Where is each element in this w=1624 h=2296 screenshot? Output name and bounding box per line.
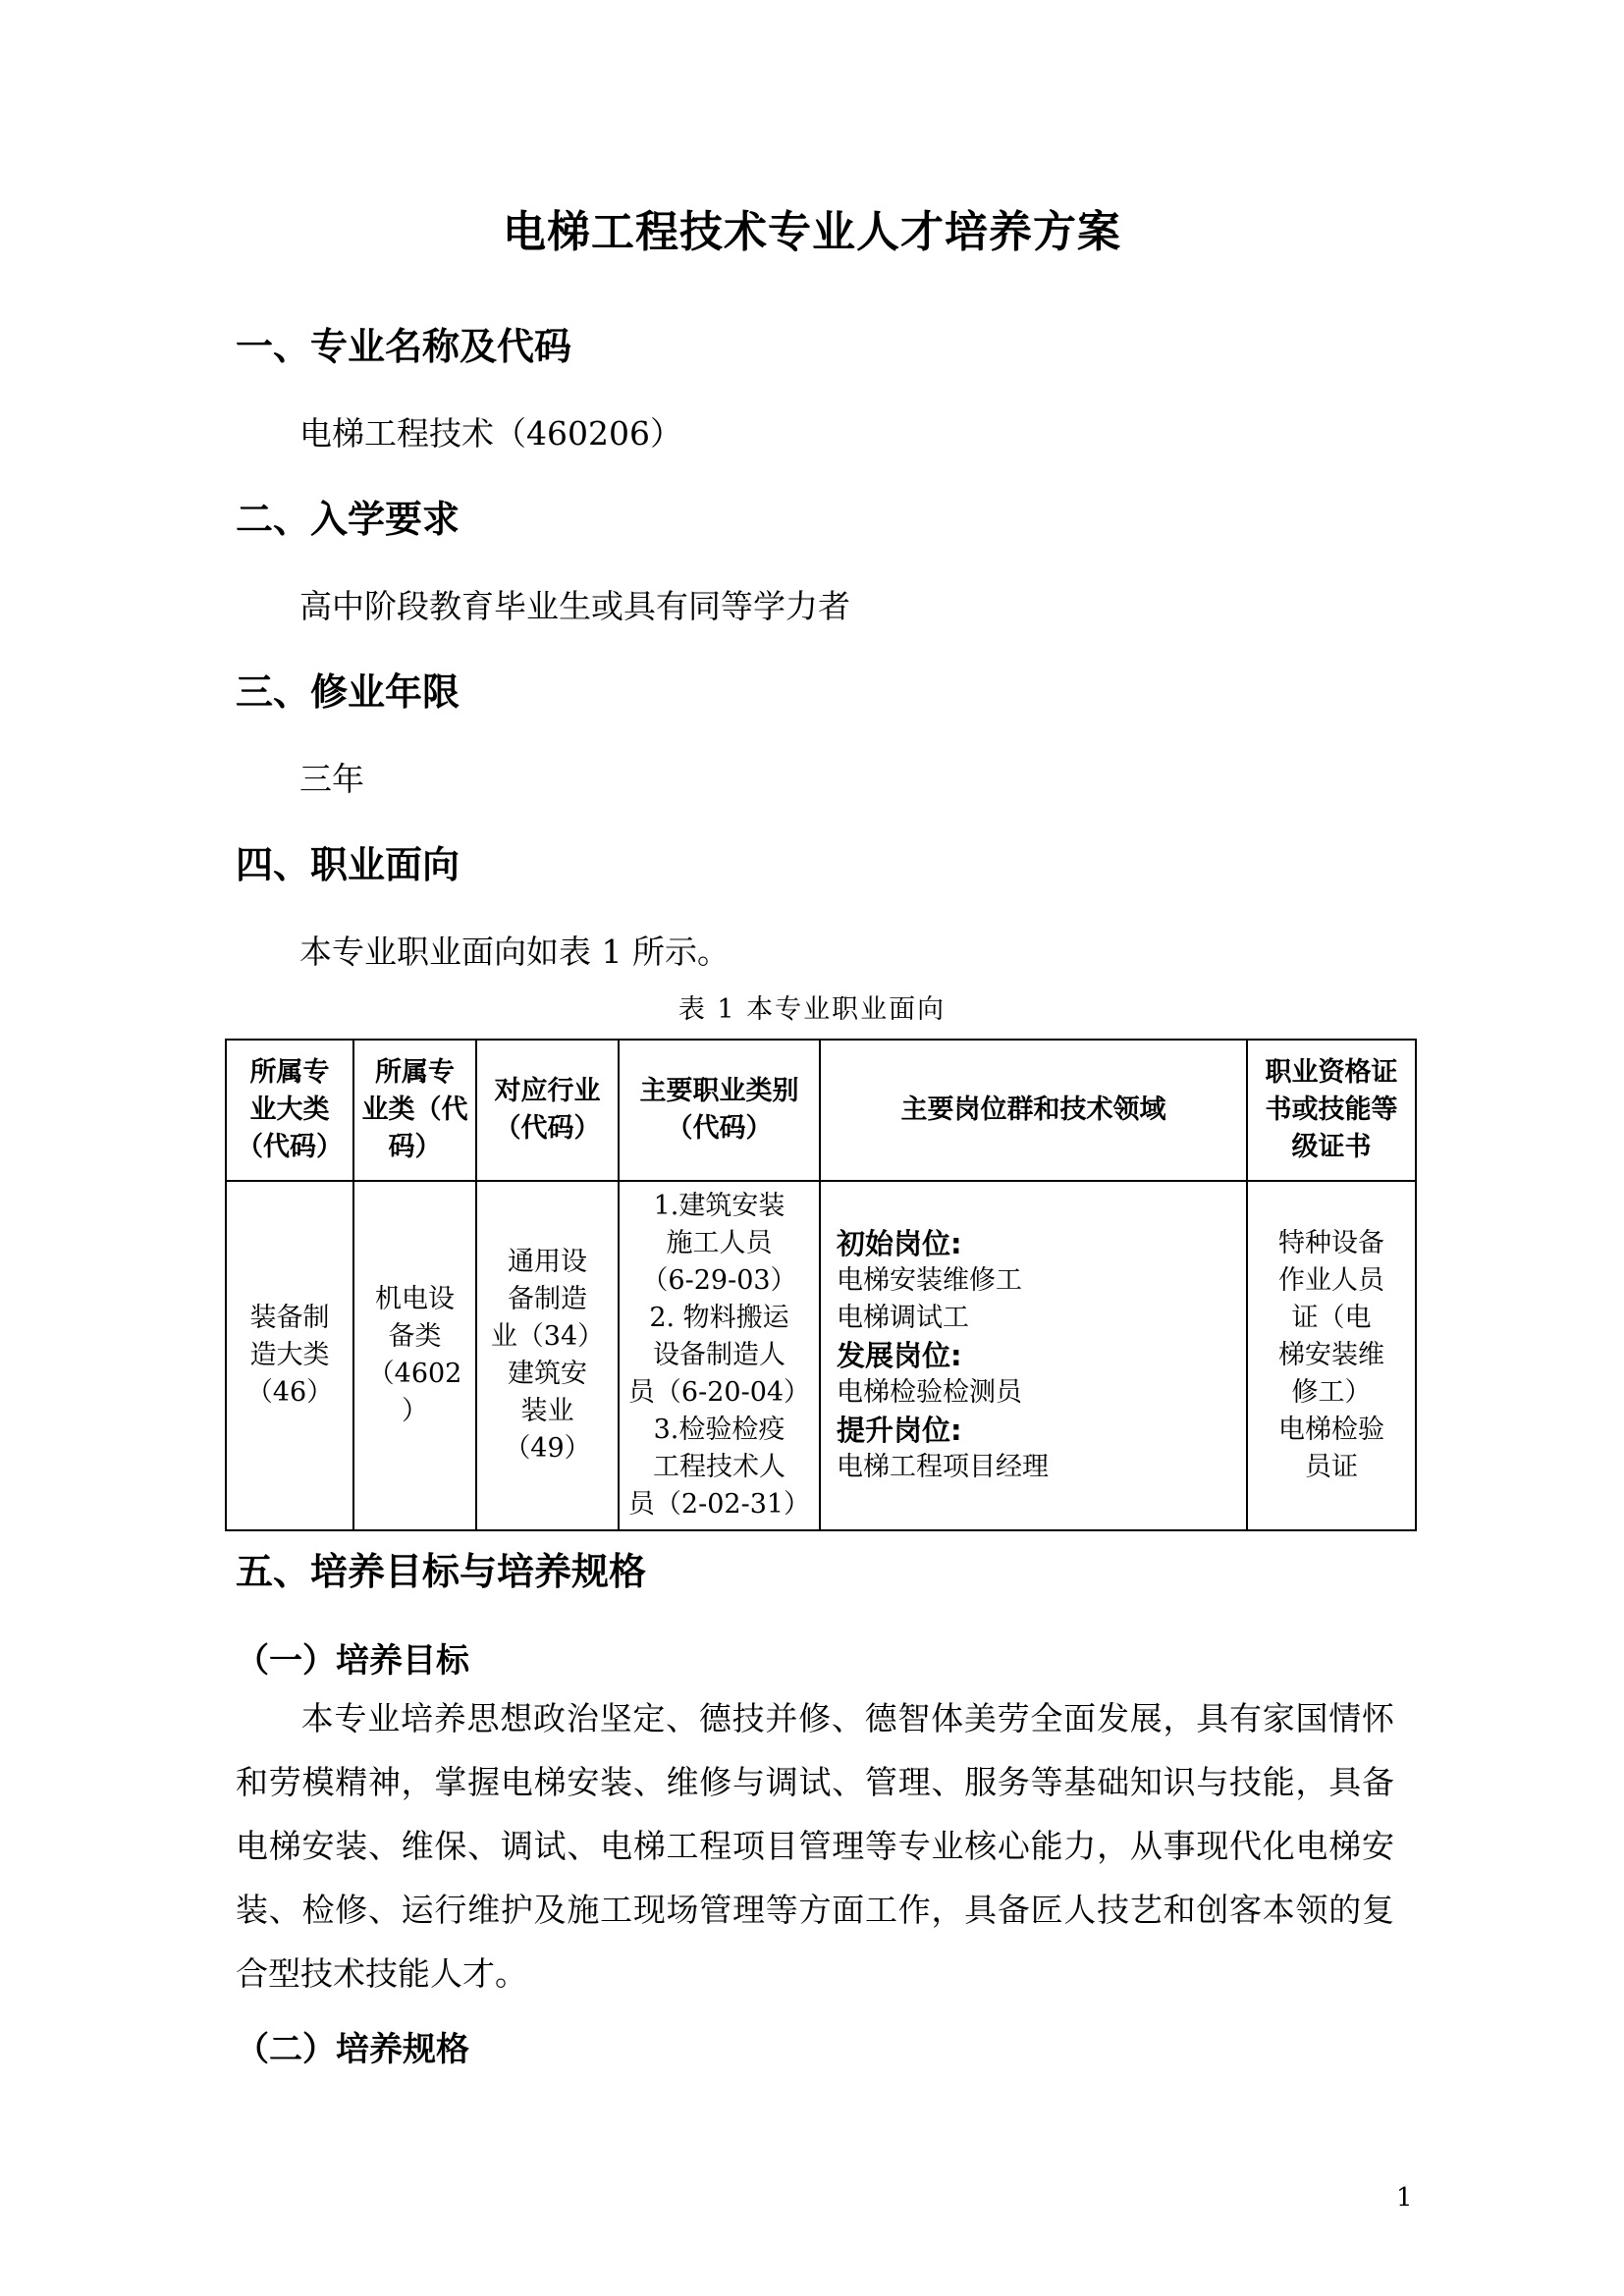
cell-certificates: 特种设备 作业人员 证（电 梯安装维 修工） 电梯检验 员证 (1247, 1181, 1416, 1530)
admission-requirement: 高中阶段教育毕业生或具有同等学力者 (299, 587, 850, 625)
page-number: 1 (1396, 2183, 1413, 2213)
header-positions: 主要岗位群和技术领域 (820, 1040, 1247, 1181)
section-heading-goals-specs: 五、培养目标与培养规格 (236, 1550, 647, 1593)
promote-position-item: 电梯工程项目经理 (837, 1452, 1049, 1482)
header-industry: 对应行业 （代码） (476, 1040, 619, 1181)
cell-subcategory: 机电设 备类 （4602 ） (353, 1181, 476, 1530)
goals-paragraph (236, 1686, 1394, 2005)
subheading-specs: （二）培养规格 (236, 2030, 469, 2069)
cell-industry: 通用设 备制造 业（34） 建筑安 装业 （49） (476, 1181, 619, 1530)
cell-positions (820, 1181, 1247, 1530)
table-header-row (226, 1040, 1416, 1181)
goals-text: 本专业培养思想政治坚定、德技并修、德智体美劳全面发展，具有家国情怀和劳模精神，掌握电梯安装、维修与调试、管理、服务等基础知识与技能，具备电梯安装、维保、调试、电梯工程项目管理等专业核心能力，从事现代化电梯安装、检修、运行维护及施工现场管理等方面工作，具备匠人技艺和创客本领的复合型技术技能人才。 (236, 1699, 1394, 1993)
occupation-intro: 本专业职业面向如表 1 所示。 (299, 933, 730, 971)
table-caption: 表 1 本专业职业面向 (677, 994, 947, 1025)
section-heading-admission: 二、入学要求 (236, 498, 460, 541)
initial-position-item: 电梯调试工 (837, 1303, 969, 1333)
initial-position-item: 电梯安装维修工 (837, 1265, 1022, 1296)
header-category: 所属专 业大类 （代码） (226, 1040, 353, 1181)
header-occupation-type: 主要职业类别 （代码） (619, 1040, 820, 1181)
section-heading-occupation: 四、职业面向 (236, 843, 460, 886)
section-heading-name-code: 一、专业名称及代码 (236, 325, 572, 368)
header-subcategory: 所属专 业类（代 码） (353, 1040, 476, 1181)
page-title: 电梯工程技术专业人才培养方案 (503, 207, 1121, 257)
promote-position-label: 提升岗位: (837, 1414, 962, 1447)
table-row (226, 1181, 1416, 1530)
develop-position-item: 电梯检验检测员 (837, 1377, 1022, 1408)
study-duration: 三年 (299, 760, 364, 798)
major-name-code: 电梯工程技术（460206） (299, 414, 682, 453)
occupation-table (225, 1039, 1417, 1531)
initial-position-label: 初始岗位: (837, 1227, 962, 1260)
cell-occupation-type: 1.建筑安装 施工人员 （6-29-03） 2. 物料搬运 设备制造人 员（6-20-04） 3.检验检疫 工程技术人 员（2-02-31） (619, 1181, 820, 1530)
develop-position-label: 发展岗位: (837, 1339, 962, 1372)
cell-category: 装备制 造大类 （46） (226, 1181, 353, 1530)
header-certificates: 职业资格证 书或技能等 级证书 (1247, 1040, 1416, 1181)
subheading-goals: （一）培养目标 (236, 1641, 469, 1681)
section-heading-duration: 三、修业年限 (236, 670, 460, 714)
